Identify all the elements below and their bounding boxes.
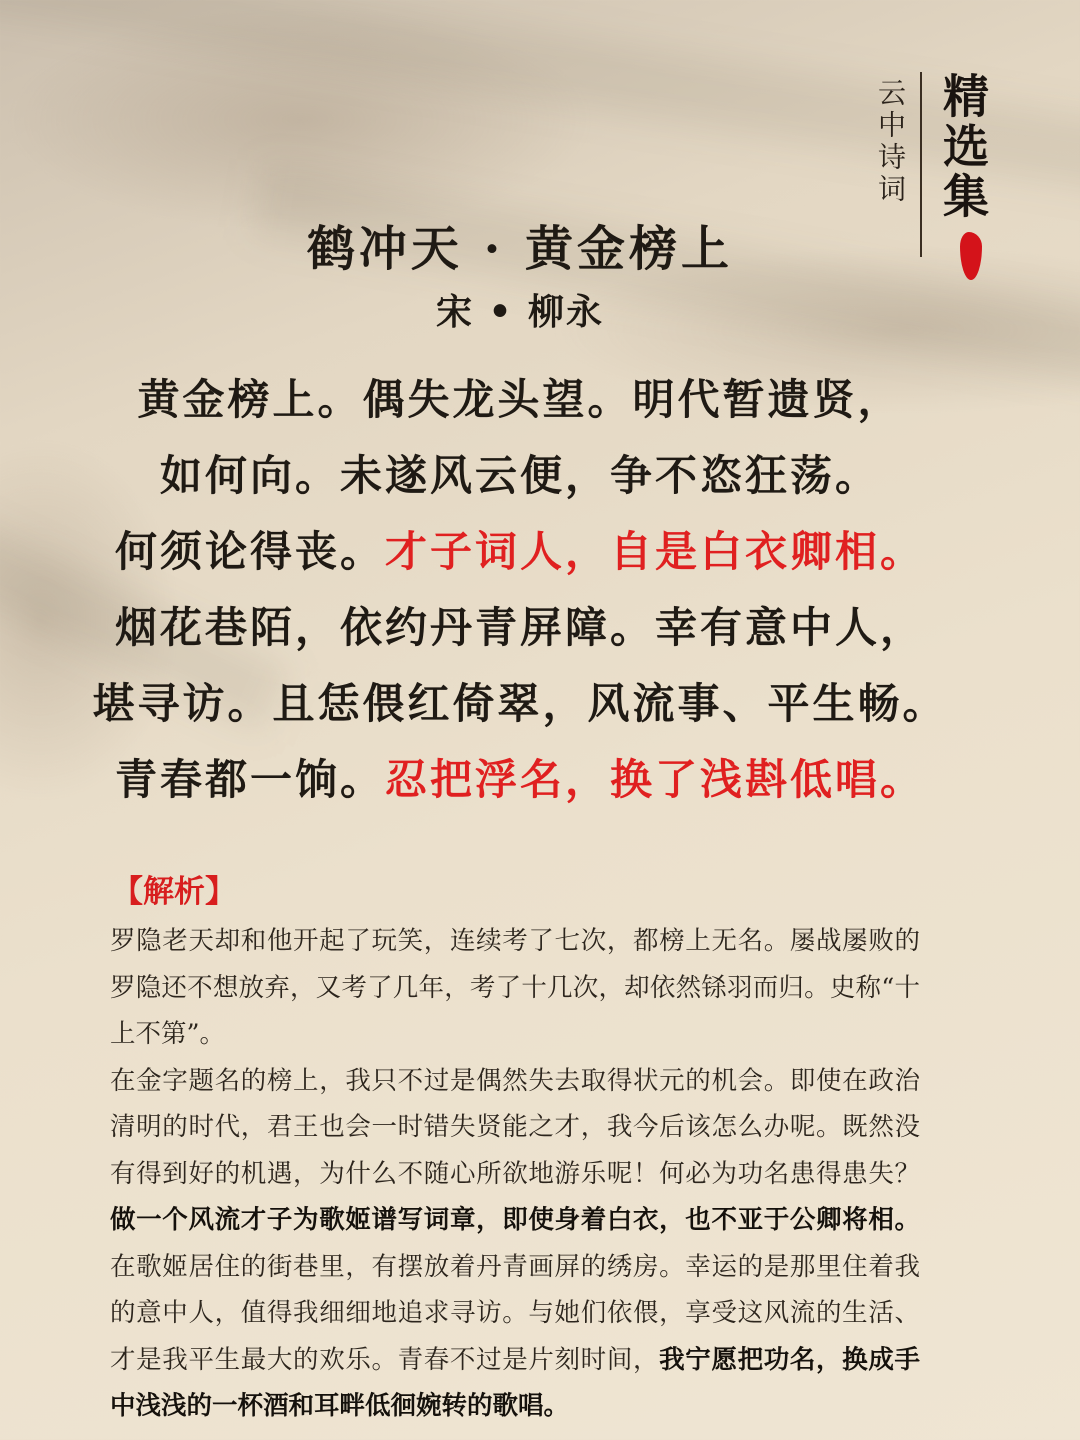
- analysis-text-run: 在金字题名的榜上，我只不过是偶然失去取得状元的机会。即使在政治清明的时代，君王也会一时错失贤能之才，我今后该怎么办呢。既然没有得到好的机遇，为什么不随心所欲地游乐呢！何必为功名患得患失？: [110, 1065, 920, 1189]
- poem-title: 鹤冲天 · 黄金榜上: [306, 221, 734, 277]
- series-title: 精选集: [920, 72, 996, 257]
- poem-line-text: 烟花巷陌，依约丹青屏障。幸有意中人，: [114, 603, 925, 652]
- analysis-paragraph: [110, 1058, 920, 1430]
- analysis-text: [110, 918, 920, 1430]
- poem-line: [0, 438, 1040, 514]
- analysis-heading: 【解析】: [112, 874, 236, 910]
- series-subtitle: 云中诗词: [874, 78, 907, 206]
- poem-line: [0, 362, 1040, 438]
- poem-line-highlight: 忍把浮名，换了浅斟低唱。: [385, 755, 926, 804]
- poem-line: [0, 742, 1040, 818]
- poem-line-text: 黄金榜上。偶失龙头望。明代暂遗贤，: [137, 375, 903, 424]
- analysis-bold-run: 我宁愿把功名，换成手中浅浅的一杯酒和耳畔低徊婉转的歌唱。: [110, 1344, 920, 1421]
- poem-line-text: 何须论得丧。: [114, 527, 385, 576]
- poem-line: [0, 666, 1040, 742]
- analysis-bold-run: 做一个风流才子为歌姬谱写词章，即使身着白衣，也不亚于公卿将相。: [110, 1205, 920, 1235]
- poem-line: [0, 590, 1040, 666]
- poem-line: [0, 514, 1040, 590]
- poem-line-text: 堪寻访。且恁偎红倚翠，风流事、平生畅。: [92, 679, 948, 728]
- poem-line-highlight: 才子词人，自是白衣卿相。: [385, 527, 926, 576]
- poem-line-text: 青春都一饷。: [114, 755, 385, 804]
- poem-body: [0, 362, 1040, 818]
- analysis-paragraph: 罗隐老天却和他开起了玩笑，连续考了七次，都榜上无名。屡战屡败的罗隐还不想放弃，又考了几年，考了十几次，却依然铩羽而归。史称“十上不第”。: [110, 926, 920, 1049]
- analysis-text-run: 在歌姬居住的街巷里，有摆放着丹青画屏的绣房。幸运的是那里住着我的意中人，值得我细细地追求寻访。与她们依偎，享受这风流的生活、才是我平生最大的欢乐。青春不过是片刻时间，: [110, 1251, 920, 1375]
- poem-author: 宋 • 柳永: [435, 291, 605, 333]
- poem-line-text: 如何向。未遂风云便，争不恣狂荡。: [159, 451, 880, 500]
